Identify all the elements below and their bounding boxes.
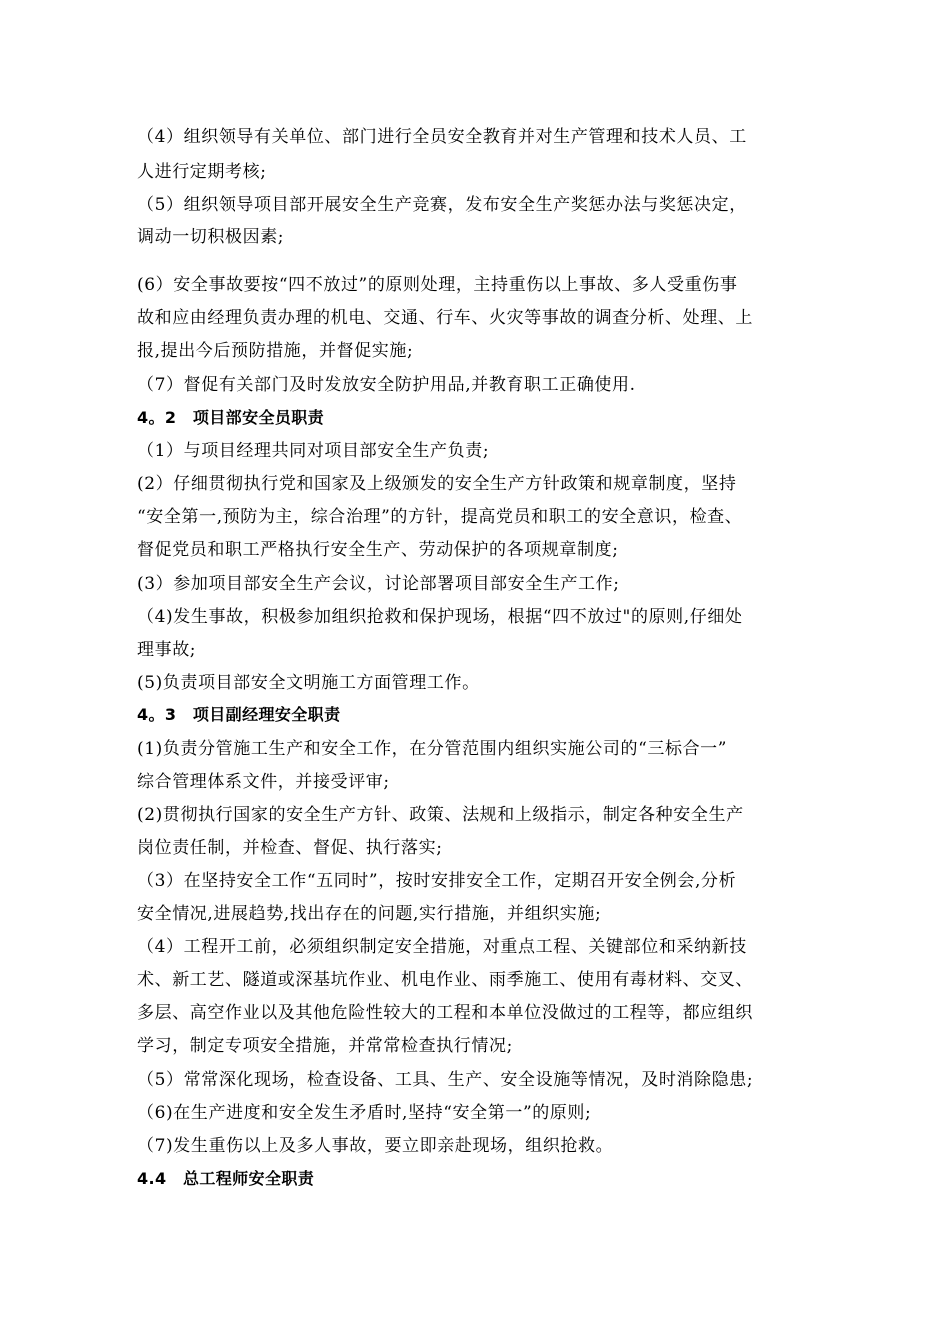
section-heading: 4。2 项目部安全员职责 [137, 408, 325, 427]
paragraph-line: (2)贯彻执行国家的安全生产方针、政策、法规和上级指示，制定各种安全生产 [137, 805, 744, 825]
paragraph-line: （6)在生产进度和安全发生矛盾时,坚持“安全第一”的原则; [137, 1103, 592, 1123]
paragraph-line: （5）组织领导项目部开展安全生产竞赛，发布安全生产奖惩办法与奖惩决定， [137, 195, 747, 215]
paragraph-line: 术、新工艺、隧道或深基坑作业、机电作业、雨季施工、使用有毒材料、交叉、 [137, 970, 753, 990]
paragraph-line: (3）参加项目部安全生产会议，讨论部署项目部安全生产工作; [137, 574, 620, 594]
paragraph-line: 调动一切积极因素; [137, 227, 285, 247]
paragraph-line: （3）在坚持安全工作“五同时”，按时安排安全工作，定期召开安全例会,分析 [137, 871, 737, 891]
paragraph-line: 综合管理体系文件，并接受评审; [137, 772, 390, 792]
paragraph-line: （7)发生重伤以上及多人事故，要立即亲赴现场，组织抢救。 [137, 1136, 614, 1156]
paragraph-line: (2）仔细贯彻执行党和国家及上级颁发的安全生产方针政策和规章制度，坚持 [137, 474, 737, 494]
paragraph-line: 岗位责任制，并检查、督促、执行落实; [137, 838, 443, 858]
paragraph-line: 多层、高空作业以及其他危险性较大的工程和本单位没做过的工程等，都应组织 [137, 1003, 753, 1023]
paragraph-line: （4)发生事故，积极参加组织抢救和保护现场，根据“四不放过"的原则,仔细处 [137, 607, 743, 627]
paragraph-line: （5）常常深化现场，检查设备、工具、生产、安全设施等情况，及时消除隐患; [137, 1070, 754, 1090]
paragraph-line: 学习，制定专项安全措施，并常常检查执行情况; [137, 1036, 513, 1056]
paragraph-line: “安全第一,预防为主，综合治理”的方针，提高党员和职工的安全意识，检查、 [137, 507, 743, 527]
paragraph-line: 人进行定期考核; [137, 162, 267, 182]
paragraph-line: （7）督促有关部门及时发放安全防护用品,并教育职工正确使用. [137, 375, 636, 395]
section-heading: 4.4 总工程师安全职责 [137, 1169, 315, 1188]
paragraph-line: (5)负责项目部安全文明施工方面管理工作。 [137, 673, 480, 693]
paragraph-line: 安全情况,进展趋势,找出存在的问题,实行措施，并组织实施; [137, 904, 602, 924]
paragraph-line: 理事故; [137, 640, 197, 660]
paragraph-line: (1)负责分管施工生产和安全工作，在分管范围内组织实施公司的“三标合一” [137, 739, 728, 759]
paragraph-line: 故和应由经理负责办理的机电、交通、行车、火灾等事故的调查分析、处理、上 [137, 308, 753, 328]
paragraph-line: 督促党员和职工严格执行安全生产、劳动保护的各项规章制度; [137, 540, 619, 560]
paragraph-line: (6）安全事故要按“四不放过”的原则处理，主持重伤以上事故、多人受重伤事 [137, 275, 738, 295]
paragraph-line: （1）与项目经理共同对项目部安全生产负责; [137, 441, 490, 461]
paragraph-line: （4）组织领导有关单位、部门进行全员安全教育并对生产管理和技术人员、工 [137, 127, 747, 147]
paragraph-line: 报,提出今后预防措施，并督促实施; [137, 341, 414, 361]
section-heading: 4。3 项目副经理安全职责 [137, 705, 341, 724]
paragraph-line: （4）工程开工前，必须组织制定安全措施，对重点工程、关键部位和采纳新技 [137, 937, 747, 957]
